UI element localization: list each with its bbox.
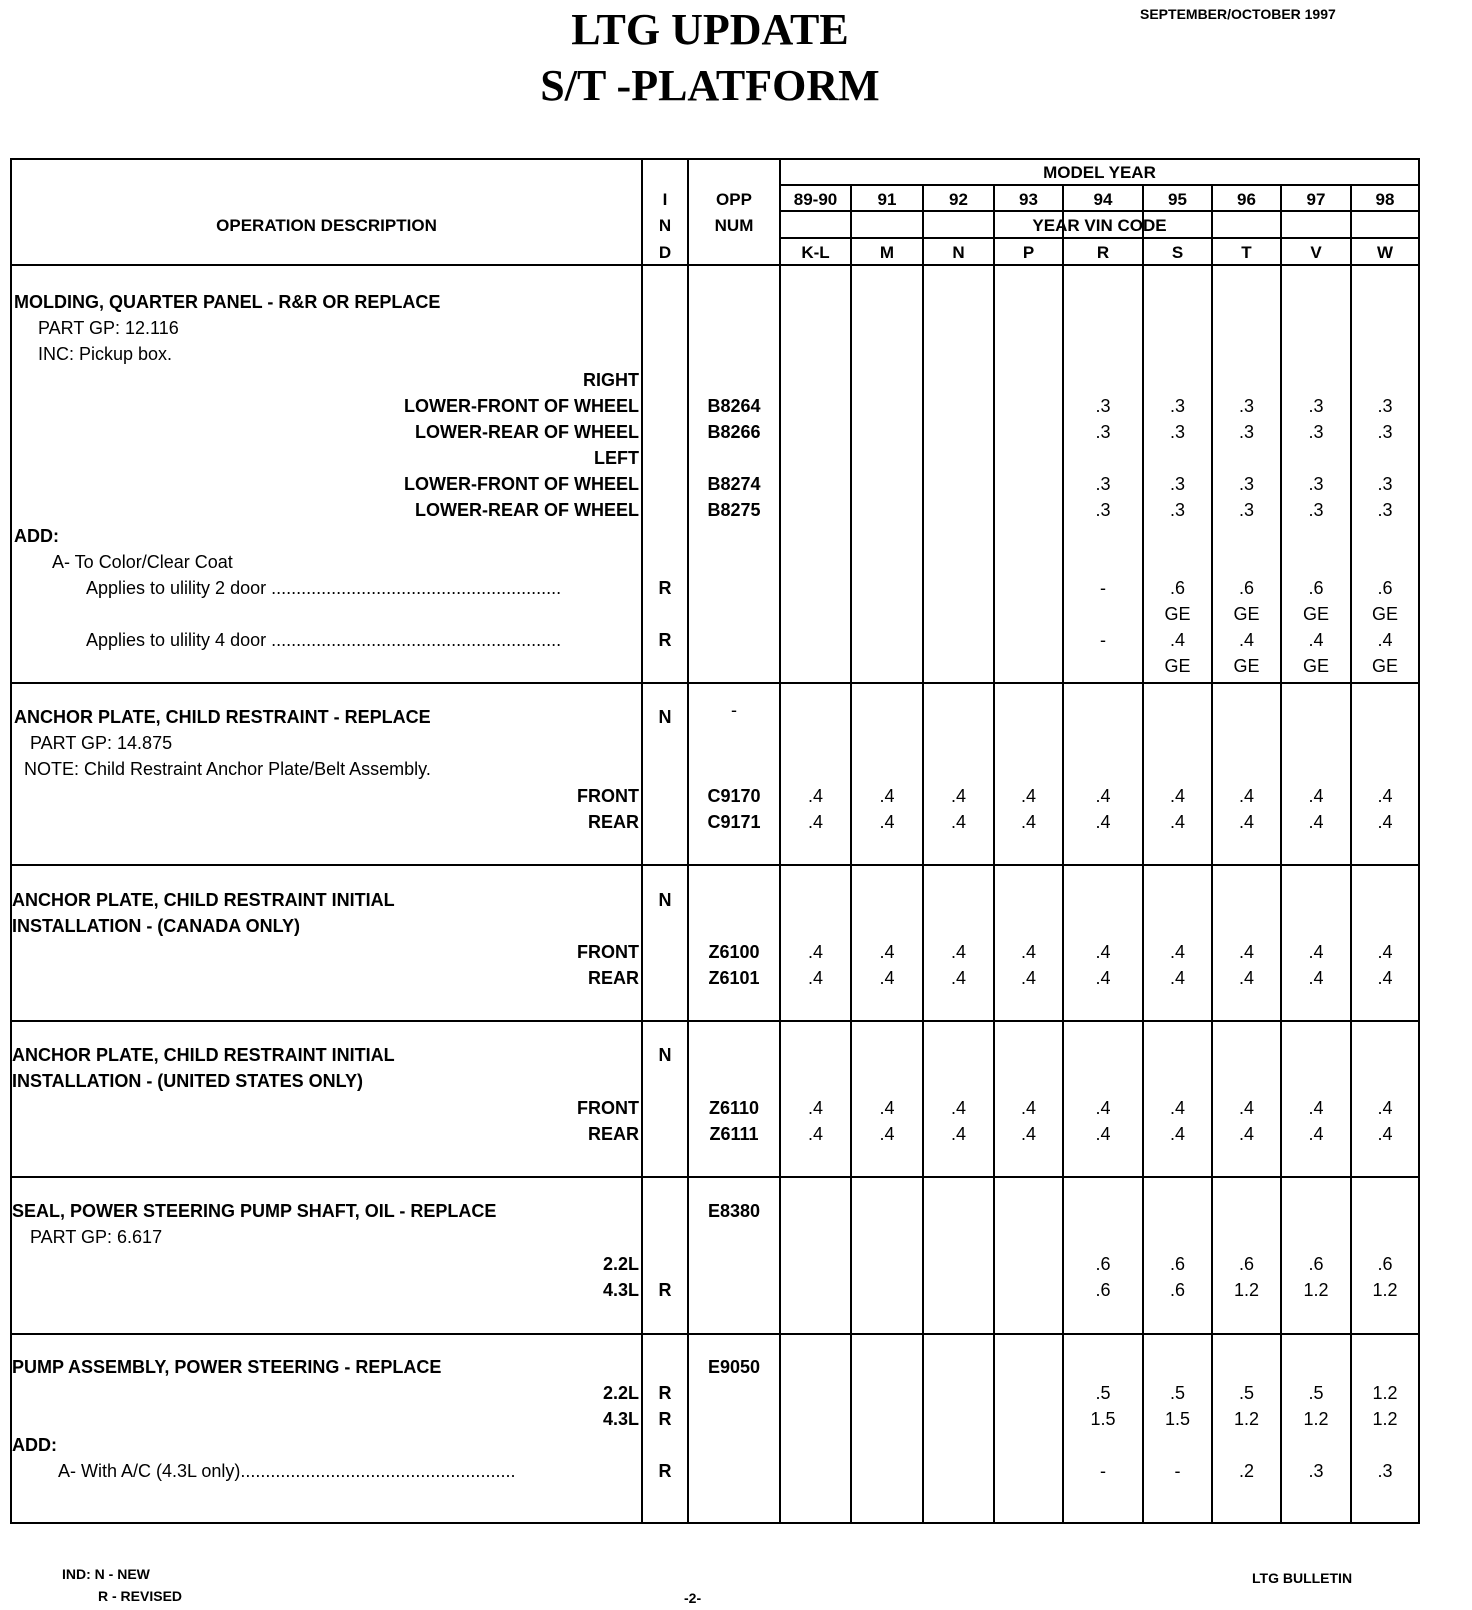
labor-value: - (1174, 1461, 1181, 1481)
labor-value: .4 (950, 968, 966, 988)
labor-value: .4 (879, 1098, 895, 1118)
year-header: 98 (1375, 190, 1395, 209)
operation-description-header: OPERATION DESCRIPTION (216, 216, 437, 235)
page-title: LTG UPDATE (571, 5, 849, 54)
legend-revised: R - REVISED (98, 1588, 183, 1604)
row-label: LOWER-FRONT OF WHEEL (404, 474, 639, 494)
labor-value: .4 (1020, 812, 1036, 832)
vin-code-header: R (1096, 243, 1110, 262)
labor-value: .4 (807, 812, 823, 832)
model-year-header: MODEL YEAR (1043, 163, 1156, 182)
labor-value: .5 (1238, 1383, 1254, 1403)
opp-num: C9170 (707, 786, 761, 806)
opp-num: B8266 (707, 422, 761, 442)
labor-value: .6 (1308, 578, 1324, 598)
year-header: 94 (1093, 190, 1113, 209)
vin-code-header: S (1171, 243, 1184, 262)
labor-value: .5 (1308, 1383, 1324, 1403)
labor-value: .4 (807, 968, 823, 988)
vin-code-header: W (1376, 243, 1394, 262)
labor-value: .4 (879, 1124, 895, 1144)
opp-num: B8275 (707, 500, 761, 520)
labor-value: .3 (1169, 500, 1185, 520)
year-vin-code-header: YEAR VIN CODE (1032, 216, 1167, 235)
labor-value: .6 (1169, 1254, 1185, 1274)
row-label: FRONT (577, 942, 639, 962)
labor-value: .4 (879, 942, 895, 962)
labor-value: .4 (950, 786, 966, 806)
labor-value: .6 (1169, 578, 1185, 598)
labor-value: .3 (1095, 422, 1111, 442)
labor-value: .4 (1308, 942, 1324, 962)
row-label: LOWER-REAR OF WHEEL (415, 422, 639, 442)
year-header: 89-90 (793, 190, 838, 209)
ge-label: GE (1371, 604, 1398, 624)
ind-header-d: D (658, 243, 672, 262)
labor-value: .4 (1020, 1098, 1036, 1118)
section-title: SEAL, POWER STEERING PUMP SHAFT, OIL - REPLACE (12, 1201, 497, 1221)
opp-num: Z6100 (708, 942, 760, 962)
labor-value: .6 (1095, 1254, 1111, 1274)
labor-value: .5 (1095, 1383, 1111, 1403)
labor-value: 1.2 (1233, 1280, 1260, 1300)
year-header: 96 (1237, 190, 1256, 209)
row-label: REAR (587, 968, 639, 988)
labor-value: .4 (1238, 1098, 1254, 1118)
add-item: A- To Color/Clear Coat (52, 552, 233, 572)
ge-label: GE (1302, 656, 1329, 676)
labor-value: .6 (1169, 1280, 1185, 1300)
add-label: ADD: (14, 526, 59, 546)
labor-value: .4 (879, 812, 895, 832)
labor-value: .4 (1238, 786, 1254, 806)
labor-value: .3 (1238, 474, 1254, 494)
row-label: REAR (587, 1124, 639, 1144)
opp-num: B8274 (707, 474, 761, 494)
labor-value: .3 (1377, 422, 1393, 442)
num-header: NUM (714, 216, 754, 235)
ind-code: R (658, 630, 672, 650)
labor-value: .4 (1377, 1124, 1393, 1144)
labor-value: .4 (950, 1098, 966, 1118)
labor-value: .3 (1308, 396, 1324, 416)
labor-value: .4 (1238, 968, 1254, 988)
labor-value: .6 (1308, 1254, 1324, 1274)
section-title: INSTALLATION - (CANADA ONLY) (12, 916, 300, 936)
add-label: ADD: (12, 1435, 57, 1455)
side-label-right: RIGHT (583, 370, 639, 390)
ge-label: GE (1302, 604, 1329, 624)
labor-value: 1.2 (1372, 1383, 1398, 1403)
labor-value: .4 (1238, 630, 1254, 650)
labor-value: .5 (1169, 1383, 1185, 1403)
labor-value: .4 (1169, 942, 1185, 962)
year-header: 93 (1019, 190, 1038, 209)
labor-value: .4 (1377, 968, 1393, 988)
labor-value: 1.2 (1303, 1280, 1329, 1300)
labor-value: .6 (1095, 1280, 1111, 1300)
labor-value: .4 (1169, 786, 1185, 806)
labor-value: .4 (1308, 786, 1324, 806)
labor-value: .4 (1377, 1098, 1393, 1118)
opp-num: E9050 (707, 1357, 761, 1377)
year-header: 95 (1168, 190, 1187, 209)
includes-note: INC: Pickup box. (38, 344, 173, 364)
labor-value: .3 (1238, 422, 1254, 442)
section-title: INSTALLATION - (UNITED STATES ONLY) (12, 1071, 363, 1091)
labor-value: .4 (1095, 968, 1111, 988)
opp-num: Z6101 (708, 968, 760, 988)
labor-value: .3 (1308, 474, 1324, 494)
labor-value: .6 (1377, 578, 1393, 598)
row-label: FRONT (577, 1098, 639, 1118)
labor-value: .4 (1095, 942, 1111, 962)
year-header: 92 (949, 190, 968, 209)
labor-value: .4 (1095, 1098, 1111, 1118)
ge-label: GE (1371, 656, 1398, 676)
labor-value: .3 (1238, 396, 1254, 416)
labor-value: .4 (1020, 1124, 1036, 1144)
opp-header: OPP (716, 190, 752, 209)
opp-num: E8380 (707, 1201, 761, 1221)
part-group: PART GP: 12.116 (38, 318, 179, 338)
labor-value: .4 (807, 1098, 823, 1118)
labor-value: .4 (1169, 812, 1185, 832)
labor-value: .3 (1308, 1461, 1324, 1481)
vin-code-header: N (952, 243, 965, 262)
labor-value: .4 (1169, 968, 1185, 988)
labor-value: .4 (1377, 942, 1393, 962)
row-label: Applies to ulility 4 door .......................................................... (86, 630, 562, 650)
labor-value: .4 (1238, 1124, 1254, 1144)
labor-value: .3 (1377, 474, 1393, 494)
labor-value: .3 (1377, 1461, 1393, 1481)
labor-value: - (1100, 630, 1106, 650)
labor-value: .4 (1169, 630, 1185, 650)
labor-value: .3 (1169, 474, 1185, 494)
ind-header-i: I (662, 190, 668, 209)
opp-num: C9171 (707, 812, 761, 832)
labor-value: .4 (879, 786, 895, 806)
row-label: LOWER-REAR OF WHEEL (415, 500, 639, 520)
vin-code-header: M (879, 243, 895, 262)
vin-code-header: K-L (801, 243, 830, 262)
labor-value: .3 (1095, 500, 1111, 520)
page-subtitle: S/T -PLATFORM (540, 61, 880, 110)
labor-value: .3 (1377, 500, 1393, 520)
ind-code: R (658, 1280, 672, 1300)
labor-value: .3 (1169, 422, 1185, 442)
side-label-left: LEFT (594, 448, 639, 468)
year-header: 91 (877, 190, 897, 209)
labor-value: .4 (1095, 812, 1111, 832)
labor-value: .4 (1308, 1124, 1324, 1144)
labor-value: .3 (1095, 474, 1111, 494)
labor-value: .4 (1308, 630, 1324, 650)
labor-value: 1.2 (1372, 1280, 1398, 1300)
opp-num: Z6111 (709, 1124, 759, 1144)
labor-value: .4 (1308, 812, 1324, 832)
labor-value: .2 (1238, 1461, 1254, 1481)
legend-new: IND: N - NEW (62, 1566, 150, 1582)
labor-value: .4 (807, 942, 823, 962)
section-title: ANCHOR PLATE, CHILD RESTRAINT INITIAL (12, 1045, 395, 1065)
labor-value: .3 (1377, 396, 1393, 416)
vin-code-header: P (1022, 243, 1035, 262)
ind-code: R (658, 1383, 672, 1403)
bulletin-label: LTG BULLETIN (1252, 1570, 1353, 1586)
labor-value: .4 (950, 812, 966, 832)
labor-value: 1.5 (1090, 1409, 1116, 1429)
labor-value: .4 (1020, 968, 1036, 988)
labor-value: 1.5 (1164, 1409, 1191, 1429)
labor-value: .6 (1377, 1254, 1393, 1274)
note: NOTE: Child Restraint Anchor Plate/Belt Assembly. (24, 759, 431, 779)
labor-value: 1.2 (1372, 1409, 1398, 1429)
opp-num: Z6110 (708, 1098, 760, 1118)
labor-value: .3 (1308, 422, 1324, 442)
labor-value: .4 (1095, 1124, 1111, 1144)
ind-code: N (658, 890, 672, 910)
labor-value: .6 (1238, 578, 1254, 598)
labor-value: .4 (1377, 812, 1393, 832)
ind-code: R (658, 578, 672, 598)
year-header: 97 (1306, 190, 1326, 209)
opp-num: B8264 (707, 396, 761, 416)
labor-value: .4 (950, 1124, 966, 1144)
labor-value: .4 (1020, 942, 1036, 962)
labor-value: - (1100, 578, 1106, 598)
part-group: PART GP: 6.617 (30, 1227, 163, 1247)
ge-label: GE (1233, 604, 1260, 624)
opp-num: - (731, 700, 737, 720)
labor-value: .4 (807, 1124, 823, 1144)
row-label: 2.2L (602, 1383, 639, 1403)
row-label: A- With A/C (4.3L only)....................................................... (58, 1461, 516, 1481)
labor-value: .3 (1169, 396, 1185, 416)
labor-value: .4 (1169, 1124, 1185, 1144)
page-number: -2- (684, 1590, 702, 1606)
section-title: ANCHOR PLATE, CHILD RESTRAINT - REPLACE (14, 707, 431, 727)
labor-value: .3 (1095, 396, 1111, 416)
labor-value: .6 (1238, 1254, 1254, 1274)
vin-code-header: T (1241, 243, 1252, 262)
section-title: MOLDING, QUARTER PANEL - R&R OR REPLACE (14, 292, 441, 312)
labor-value: .4 (1020, 786, 1036, 806)
labor-value: .4 (1308, 1098, 1324, 1118)
labor-value: .4 (1238, 942, 1254, 962)
labor-value: - (1100, 1461, 1106, 1481)
ind-code: N (658, 1045, 672, 1065)
vin-code-header: V (1310, 243, 1322, 262)
labor-value: .4 (1095, 786, 1111, 806)
row-label: 4.3L (602, 1280, 639, 1300)
row-label: 4.3L (602, 1409, 639, 1429)
row-label: REAR (587, 812, 639, 832)
part-group: PART GP: 14.875 (30, 733, 173, 753)
section-title: PUMP ASSEMBLY, POWER STEERING - REPLACE (12, 1357, 442, 1377)
row-label: FRONT (577, 786, 639, 806)
labor-value: 1.2 (1233, 1409, 1260, 1429)
section-title: ANCHOR PLATE, CHILD RESTRAINT INITIAL (12, 890, 395, 910)
labor-value: .4 (1308, 968, 1324, 988)
labor-value: .3 (1308, 500, 1324, 520)
labor-value: 1.2 (1303, 1409, 1329, 1429)
ind-code: R (658, 1409, 672, 1429)
ge-label: GE (1164, 656, 1191, 676)
labor-value: .4 (1377, 786, 1393, 806)
ge-label: GE (1233, 656, 1260, 676)
labor-value: .4 (1169, 1098, 1185, 1118)
labor-value: .4 (950, 942, 966, 962)
row-label: Applies to ulility 2 door .......................................................... (86, 578, 562, 598)
labor-value: .4 (1377, 630, 1393, 650)
row-label: LOWER-FRONT OF WHEEL (404, 396, 639, 416)
labor-value: .4 (807, 786, 823, 806)
issue-date: SEPTEMBER/OCTOBER 1997 (1140, 6, 1336, 22)
ind-code: N (658, 707, 672, 727)
ge-label: GE (1164, 604, 1191, 624)
ind-code: R (658, 1461, 672, 1481)
labor-value: .4 (1238, 812, 1254, 832)
labor-value: .4 (879, 968, 895, 988)
row-label: 2.2L (602, 1254, 639, 1274)
labor-value: .3 (1238, 500, 1254, 520)
ind-header-n: N (658, 216, 672, 235)
